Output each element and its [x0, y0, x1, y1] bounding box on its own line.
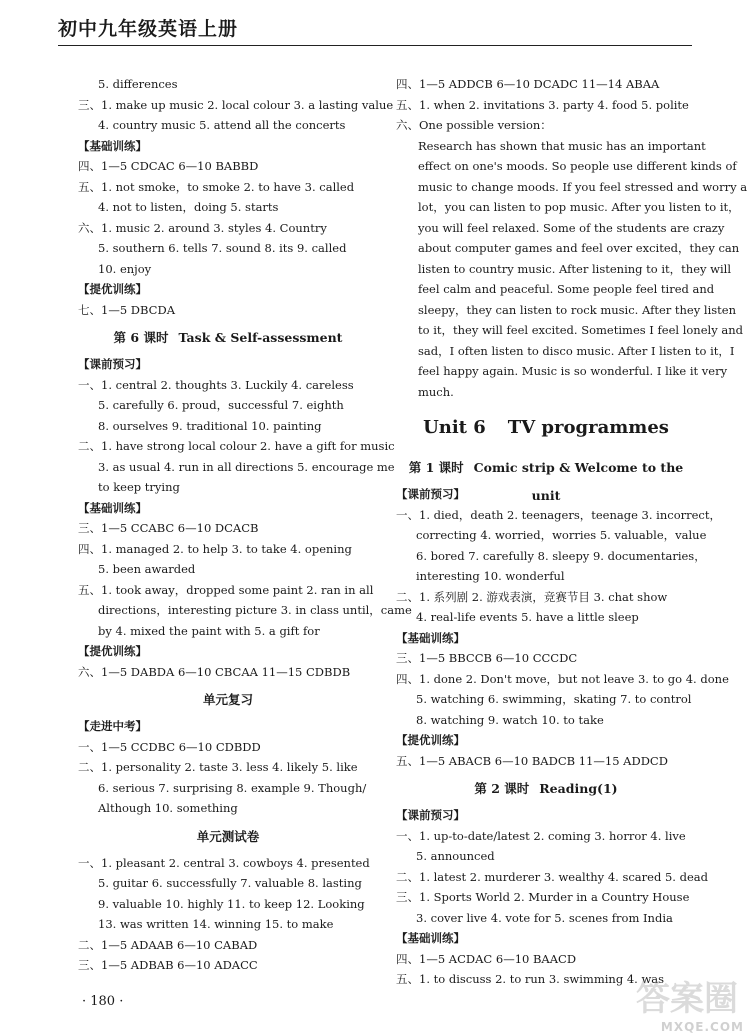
answer-line: 六、1—5 DABDA 6—10 CBCAA 11—15 CDBDB — [78, 664, 351, 679]
answer-line: 5. carefully 6. proud，successful 7. eighth — [98, 398, 344, 412]
answer-line: 一、1. pleasant 2. central 3. cowboys 4. presented — [78, 855, 370, 870]
answer-line: 5. differences — [98, 77, 178, 91]
essay-line: much. — [418, 384, 454, 399]
answer-line: 五、1. not smoke，to smoke 2. to have 3. called — [78, 179, 355, 194]
lesson-number: 第 6 课时 — [113, 330, 169, 345]
answer-line: 三、1—5 ADBAB 6—10 ADACC — [78, 958, 258, 972]
answer-line: 三、1—5 BBCCB 6—10 CCCDC — [396, 651, 578, 665]
lesson-heading — [396, 775, 696, 803]
essay-line: effect on one's moods. So people use different kinds of — [418, 159, 737, 173]
essay-line: feel calm and peaceful. Some people feel tired and — [418, 282, 715, 296]
right-column — [396, 74, 748, 990]
answer-line: 5. southern 6. tells 7. sound 8. its 9. called — [98, 241, 347, 255]
answer-line: 5. been awarded — [98, 562, 196, 576]
answer-line: 三、1. make up music 2. local colour 3. a lasting value — [78, 97, 394, 112]
lesson-title: Reading(1) — [539, 781, 618, 796]
answer-line: 13. was written 14. winning 15. to make — [98, 917, 334, 931]
answer-line: 四、1—5 ADDCB 6—10 DCADC 11—14 ABAA — [396, 77, 660, 91]
answer-line: 四、1—5 CDCAC 6—10 BABBD — [78, 159, 259, 173]
essay-line: lot，you can listen to pop music. After you listen to it， — [418, 200, 740, 214]
section-title: 单元测试卷 — [196, 828, 260, 844]
answer-line: 3. cover live 4. vote for 5. scenes from India — [416, 910, 673, 925]
answer-line: directions，interesting picture 3. in class until，came — [98, 603, 412, 617]
answer-line: 二、1. 系列剧 2. 游戏表演，竞赛节目 3. chat show — [396, 589, 668, 604]
page-header — [58, 14, 692, 48]
essay-line: sad，I often listen to disco music. After I listen to it，I — [418, 343, 735, 358]
watermark-logo — [594, 972, 744, 1034]
answer-line: 4. real-life events 5. have a little sleep — [416, 610, 639, 624]
answer-line: 二、1. latest 2. murderer 3. wealthy 4. scared 5. dead — [396, 869, 708, 884]
answer-line: 3. as usual 4. run in all directions 5. encourage me — [98, 459, 395, 474]
practice-section-label: 【基础训练】 — [396, 931, 465, 945]
essay-line: feel happy again. Music is so wonderful. I like it very — [418, 364, 728, 378]
section-title: 单元复习 — [202, 692, 253, 707]
answer-line: 六、1. music 2. around 3. styles 4. Country — [78, 220, 327, 235]
lesson-number: 第 1 课时 — [408, 460, 464, 475]
answer-line: 4. country music 5. attend all the concerts — [98, 118, 346, 132]
lesson-title: Comic strip & Welcome to the unit — [473, 460, 684, 503]
answer-line: 二、1—5 ADAAB 6—10 CABAD — [78, 937, 258, 952]
answer-line: Although 10. something — [98, 801, 238, 815]
page-number: · 180 · — [82, 994, 124, 1009]
answer-line: to keep trying — [98, 480, 180, 494]
answer-line: 6. bored 7. carefully 8. sleepy 9. documentaries， — [416, 548, 706, 563]
answer-line: 四、1. done 2. Don't move，but not leave 3. to go 4. done — [396, 671, 729, 686]
answer-line: 四、1—5 ACDAC 6—10 BAACD — [396, 951, 577, 966]
practice-section-label: 【基础训练】 — [78, 500, 147, 515]
essay-line: you will feel relaxed. Some of the students are crazy — [418, 220, 725, 235]
answer-line: 五、1. when 2. invitations 3. party 4. food 5. polite — [396, 97, 689, 112]
answer-line: 8. watching 9. watch 10. to take — [416, 712, 604, 727]
answer-line: 4. not to listen，doing 5. starts — [98, 200, 279, 214]
answer-line: 10. enjoy — [98, 261, 152, 276]
lesson-title: Task & Self-assessment — [178, 330, 343, 345]
practice-section-label: 【走进中考】 — [78, 719, 147, 733]
left-column — [78, 74, 412, 976]
header-rule — [58, 45, 692, 46]
answer-line: by 4. mixed the paint with 5. a gift for — [98, 623, 320, 638]
unit-number: Unit 6 — [423, 417, 486, 438]
answer-line: 5. announced — [416, 849, 495, 863]
practice-section-label: 【基础训练】 — [78, 138, 147, 153]
essay-line: about computer games and feel over excited，they can — [418, 241, 740, 255]
watermark-url: MXQE.COM — [660, 1020, 744, 1034]
essay-line: to it，they will feel excited. Sometimes I feel lonely and — [418, 323, 743, 337]
answer-line: 三、1—5 CCABC 6—10 DCACB — [78, 521, 259, 535]
answer-line: 二、1. personality 2. taste 3. less 4. likely 5. like — [78, 760, 358, 774]
answer-line: 一、1—5 CCDBC 6—10 CDBDD — [78, 739, 261, 754]
lesson-number: 第 2 课时 — [474, 781, 530, 796]
practice-section-label: 【课前预习】 — [78, 357, 147, 371]
answer-line: 9. valuable 10. highly 11. to keep 12. Looking — [98, 896, 365, 911]
answer-line: 5. watching 6. swimming，skating 7. to control — [416, 692, 692, 706]
essay-line: music to change moods. If you feel stressed and worry a — [418, 179, 748, 194]
watermark-mark: 答案圈 — [636, 979, 738, 1019]
unit-heading — [396, 406, 696, 450]
practice-section-label: 【课前预习】 — [396, 487, 465, 501]
essay-line: Research has shown that music has an important — [418, 138, 706, 153]
lesson-heading — [78, 324, 378, 352]
answer-line: 五、1. to discuss 2. to run 3. swimming 4. was — [396, 972, 665, 986]
answer-line: 六、One possible version： — [396, 118, 552, 132]
answer-line: 五、1—5 ABACB 6—10 BADCB 11—15 ADDCD — [396, 753, 668, 768]
book-title: 初中九年级英语上册 — [58, 18, 239, 40]
answer-line: 一、1. died，death 2. teenagers，teenage 3. incorrect， — [396, 507, 721, 522]
answer-line: interesting 10. wonderful — [416, 569, 565, 583]
practice-section-label: 【基础训练】 — [396, 630, 465, 645]
answer-line: 5. guitar 6. successfully 7. valuable 8. lasting — [98, 876, 362, 890]
answer-line: 6. serious 7. surprising 8. example 9. Though/ — [98, 780, 367, 795]
answer-line: 一、1. up-to-date/latest 2. coming 3. horror 4. live — [396, 828, 686, 843]
unit-title: TV programmes — [507, 417, 669, 438]
answer-line: 三、1. Sports World 2. Murder in a Country House — [396, 890, 690, 904]
essay-line: listen to country music. After listening to it，they will — [418, 261, 732, 276]
answer-line: 五、1. took away，dropped some paint 2. ran in all — [78, 582, 374, 597]
answer-line: 一、1. central 2. thoughts 3. Luckily 4. careless — [78, 377, 354, 392]
answer-line: 8. ourselves 9. traditional 10. painting — [98, 418, 322, 433]
answer-line: 四、1. managed 2. to help 3. to take 4. opening — [78, 541, 352, 556]
practice-section-label: 【提优训练】 — [396, 733, 465, 747]
practice-section-label: 【课前预习】 — [396, 808, 465, 822]
answer-line: correcting 4. worried，worries 5. valuable，value — [416, 528, 707, 542]
answer-line: 七、1—5 DBCDA — [78, 302, 175, 317]
essay-line: sleepy，they can listen to rock music. After they listen — [418, 302, 736, 317]
practice-section-label: 【提优训练】 — [78, 644, 147, 658]
answer-line: 二、1. have strong local colour 2. have a gift for music — [78, 439, 395, 453]
practice-section-label: 【提优训练】 — [78, 282, 147, 296]
